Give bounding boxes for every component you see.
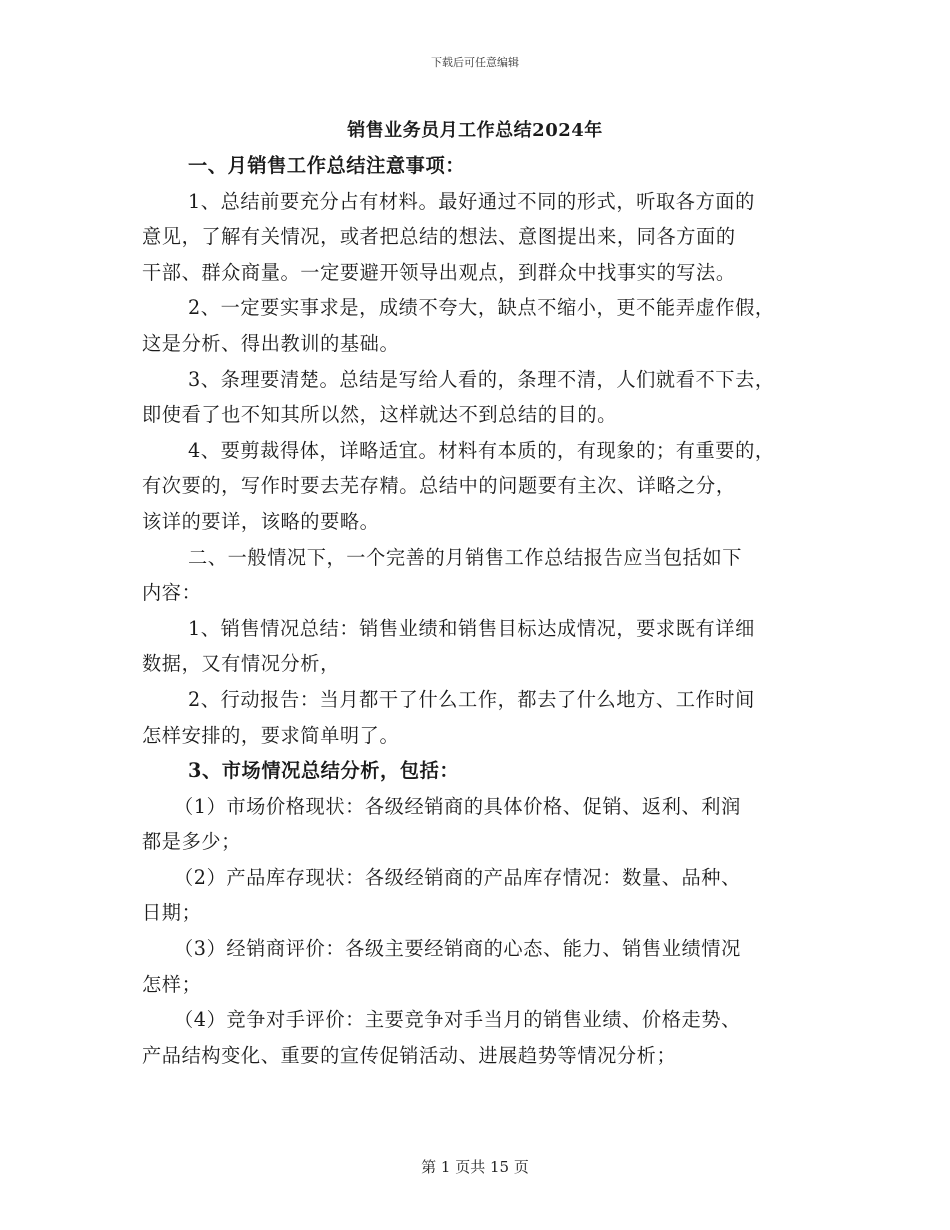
body-text-line: 都是多少； [142, 830, 241, 854]
body-text-line: 干部、群众商量。一定要避开领导出观点，到群众中找事实的写法。 [142, 260, 736, 284]
document-title: 销售业务员月工作总结2024年 [347, 120, 603, 141]
body-text-line: 1、销售情况总结：销售业绩和销售目标达成情况，要求既有详细 [188, 616, 755, 640]
page-footer: 第 1 页共 15 页 [421, 1158, 529, 1176]
body-text-line: 2、行动报告：当月都干了什么工作，都去了什么地方、工作时间 [188, 687, 755, 711]
body-text-line: 产品结构变化、重要的宣传促销活动、进展趋势等情况分析； [142, 1043, 677, 1067]
body-text-line: （4）竞争对手评价：主要竞争对手当月的销售业绩、价格走势、 [174, 1008, 741, 1032]
header-note: 下载后可任意编辑 [431, 56, 519, 69]
document-body [142, 148, 822, 1073]
section-heading: 3、市场情况总结分析，包括： [188, 759, 460, 783]
body-text-line: （2）产品库存现状：各级经销商的产品库存情况：数量、品种、 [174, 865, 741, 889]
body-text-line: 怎样安排的，要求简单明了。 [142, 723, 400, 747]
body-text-line: 日期； [142, 901, 202, 925]
body-text-line: 意见，了解有关情况，或者把总结的想法、意图提出来，同各方面的 [142, 225, 736, 249]
body-text-line: 二、一般情况下，一个完善的月销售工作总结报告应当包括如下 [188, 545, 743, 569]
body-text-line: 3、条理要清楚。总结是写给人看的，条理不清，人们就看不下去， [188, 367, 775, 391]
body-text-line: 即使看了也不知其所以然，这样就达不到总结的目的。 [142, 403, 617, 427]
body-text-line: （3）经销商评价：各级主要经销商的心态、能力、销售业绩情况 [174, 937, 741, 961]
body-text-line: （1）市场价格现状：各级经销商的具体价格、促销、返利、利润 [174, 794, 741, 818]
body-text-line: 内容： [142, 581, 202, 605]
body-text-line: 数据，又有情况分析， [142, 652, 340, 676]
body-text-line: 这是分析、得出教训的基础。 [142, 331, 400, 355]
body-text-line: 1、总结前要充分占有材料。最好通过不同的形式，听取各方面的 [188, 189, 755, 213]
body-text-line: 有次要的，写作时要去芜存精。总结中的问题要有主次、详略之分， [142, 474, 736, 498]
body-text-line: 2、一定要实事求是，成绩不夸大，缺点不缩小，更不能弄虚作假， [188, 296, 775, 320]
section-heading: 一、月销售工作总结注意事项： [188, 154, 466, 177]
body-text-line: 4、要剪裁得体，详略适宜。材料有本质的，有现象的；有重要的， [188, 438, 775, 462]
body-text-line: 怎样； [142, 972, 202, 996]
body-text-line: 该详的要详，该略的要略。 [142, 509, 380, 533]
